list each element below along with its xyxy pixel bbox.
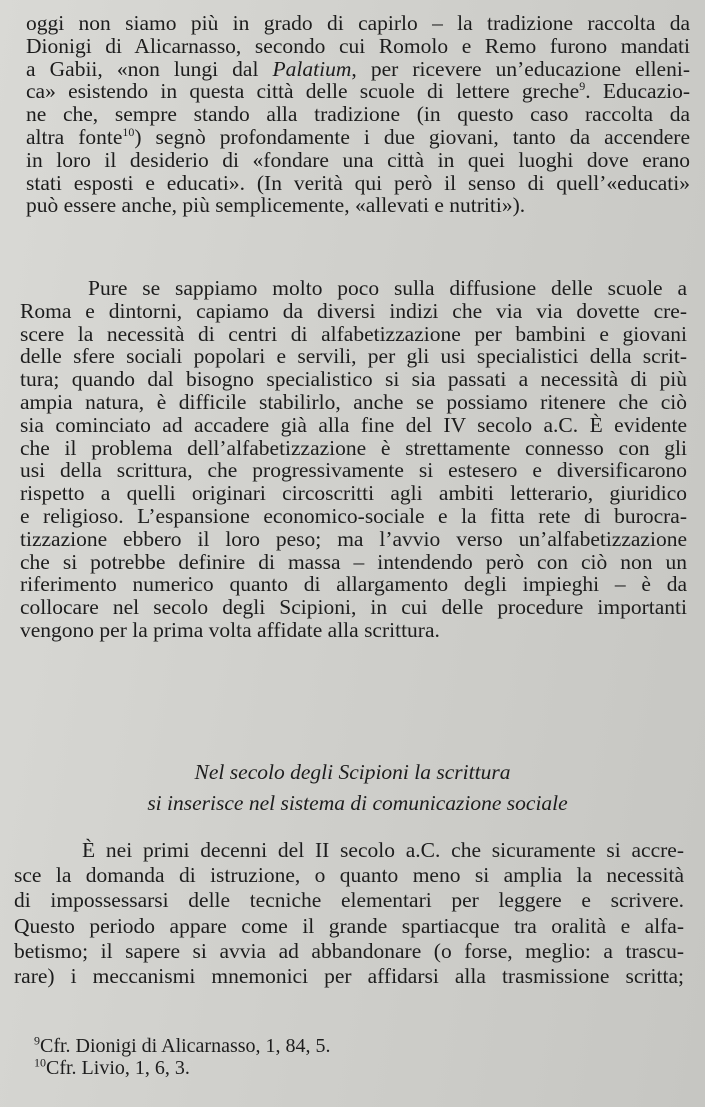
footnote xyxy=(34,1057,331,1079)
italic-term: Palatium xyxy=(272,56,352,81)
text-line: usi della scrittura, che progressivamente si estesero e diversificarono xyxy=(20,458,687,483)
text-segment: ca» esistendo in questa città delle scuole di lettere greche xyxy=(26,79,580,104)
paragraph-3 xyxy=(14,838,684,989)
footnote-text: Cfr. Dionigi di Alicarnasso, 1, 84, 5. xyxy=(40,1035,331,1057)
text-line xyxy=(26,80,690,103)
text-segment: , per ricevere un’educazione elleni- xyxy=(351,56,690,81)
paragraph-2 xyxy=(20,277,687,642)
footnotes xyxy=(34,1035,331,1079)
text-line: collocare nel secolo degli Scipioni, in cui delle procedure importanti xyxy=(20,595,687,620)
footnote-mark: 9 xyxy=(34,1033,40,1048)
text-segment: ) segnò profondamente i due giovani, tanto da accendere xyxy=(134,124,691,149)
text-segment: . Educazio- xyxy=(585,79,690,104)
text-line: ne che, sempre stando alla tradizione (in questo caso raccolta da xyxy=(26,102,690,127)
text-line: È nei primi decenni del II secolo a.C. che sicuramente si accre- xyxy=(82,838,684,862)
text-line: oggi non siamo più in grado di capirlo – la tradizione raccolta da xyxy=(26,11,690,35)
text-line: di impossessarsi delle tecniche elementari per leggere e scrivere. xyxy=(14,888,684,913)
text-line: sce la domanda di istruzione, o quanto meno si amplia la necessità xyxy=(14,863,684,888)
footnote-mark: 10 xyxy=(34,1055,46,1070)
footnote-text: Cfr. Livio, 1, 6, 3. xyxy=(46,1057,190,1079)
text-line: scere la necessità di centri di alfabetizzazione per bambini e giovani xyxy=(20,321,687,346)
text-line: stati esposti e educati». (In verità qui però il senso di quell’«educati» xyxy=(26,170,690,195)
section-heading-line: Nel secolo degli Scipioni la scrittura xyxy=(194,760,511,784)
text-segment: altra fonte xyxy=(26,124,123,149)
text-line: rispetto a quelli originari circoscritti agli ambiti letterario, giuridico xyxy=(20,481,687,506)
text-line: che si potrebbe definire di massa – intendendo però con ciò non un xyxy=(20,549,687,574)
text-line: vengono per la prima volta affidate alla scrittura. xyxy=(20,617,440,642)
text-segment: a Gabii, «non lungi dal xyxy=(26,56,273,81)
text-line: Questo periodo appare come il grande spartiacque tra oralità e alfa- xyxy=(14,913,684,938)
section-heading-line: si inserisce nel sistema di comunicazione sociale xyxy=(147,791,568,815)
text-line: e religioso. L’espansione economico-sociale e la fitta rete di burocra- xyxy=(20,503,687,528)
paragraph-1 xyxy=(26,12,690,217)
text-line: Dionigi di Alicarnasso, secondo cui Romolo e Remo furono mandati xyxy=(26,33,690,58)
text-line: può essere anche, più semplicemente, «allevati e nutriti»). xyxy=(26,193,526,218)
text-line xyxy=(26,126,690,149)
footnote xyxy=(34,1035,331,1057)
text-line: ampia natura, è difficile stabilirlo, anche se possiamo ritenere che ciò xyxy=(20,389,687,414)
text-line: in loro il desiderio di «fondare una città in quei luoghi dove erano xyxy=(26,147,690,172)
section-heading xyxy=(0,757,705,819)
text-line: tizzazione ebbero il loro peso; ma l’avvio verso un’alfabetizzazione xyxy=(20,526,687,551)
text-line: delle sfere sociali popolari e servili, per gli usi specialistici della scrit- xyxy=(20,344,687,369)
text-line: tura; quando dal bisogno specialistico si sia passati a necessità di più xyxy=(20,367,687,392)
text-line xyxy=(26,58,690,81)
text-line: Roma e dintorni, capiamo da diversi indizi che via via dovette cre- xyxy=(20,298,687,323)
text-line: betismo; il sapere si avvia ad abbandonare (o forse, meglio: a trascu- xyxy=(14,938,684,963)
text-line: Pure se sappiamo molto poco sulla diffusione delle scuole a xyxy=(88,276,687,300)
text-line: sia cominciato ad accadere già alla fine del IV secolo a.C. È evidente xyxy=(20,412,687,437)
text-line: riferimento numerico quanto di allargamento degli impieghi – è da xyxy=(20,572,687,597)
footnote-ref: 10 xyxy=(122,124,135,139)
text-line: rare) i meccanismi mnemonici per affidarsi alla trasmissione scritta; xyxy=(14,964,684,989)
text-line: che il problema dell’alfabetizzazione è strettamente connesso con gli xyxy=(20,435,687,460)
footnote-ref: 9 xyxy=(579,79,586,94)
